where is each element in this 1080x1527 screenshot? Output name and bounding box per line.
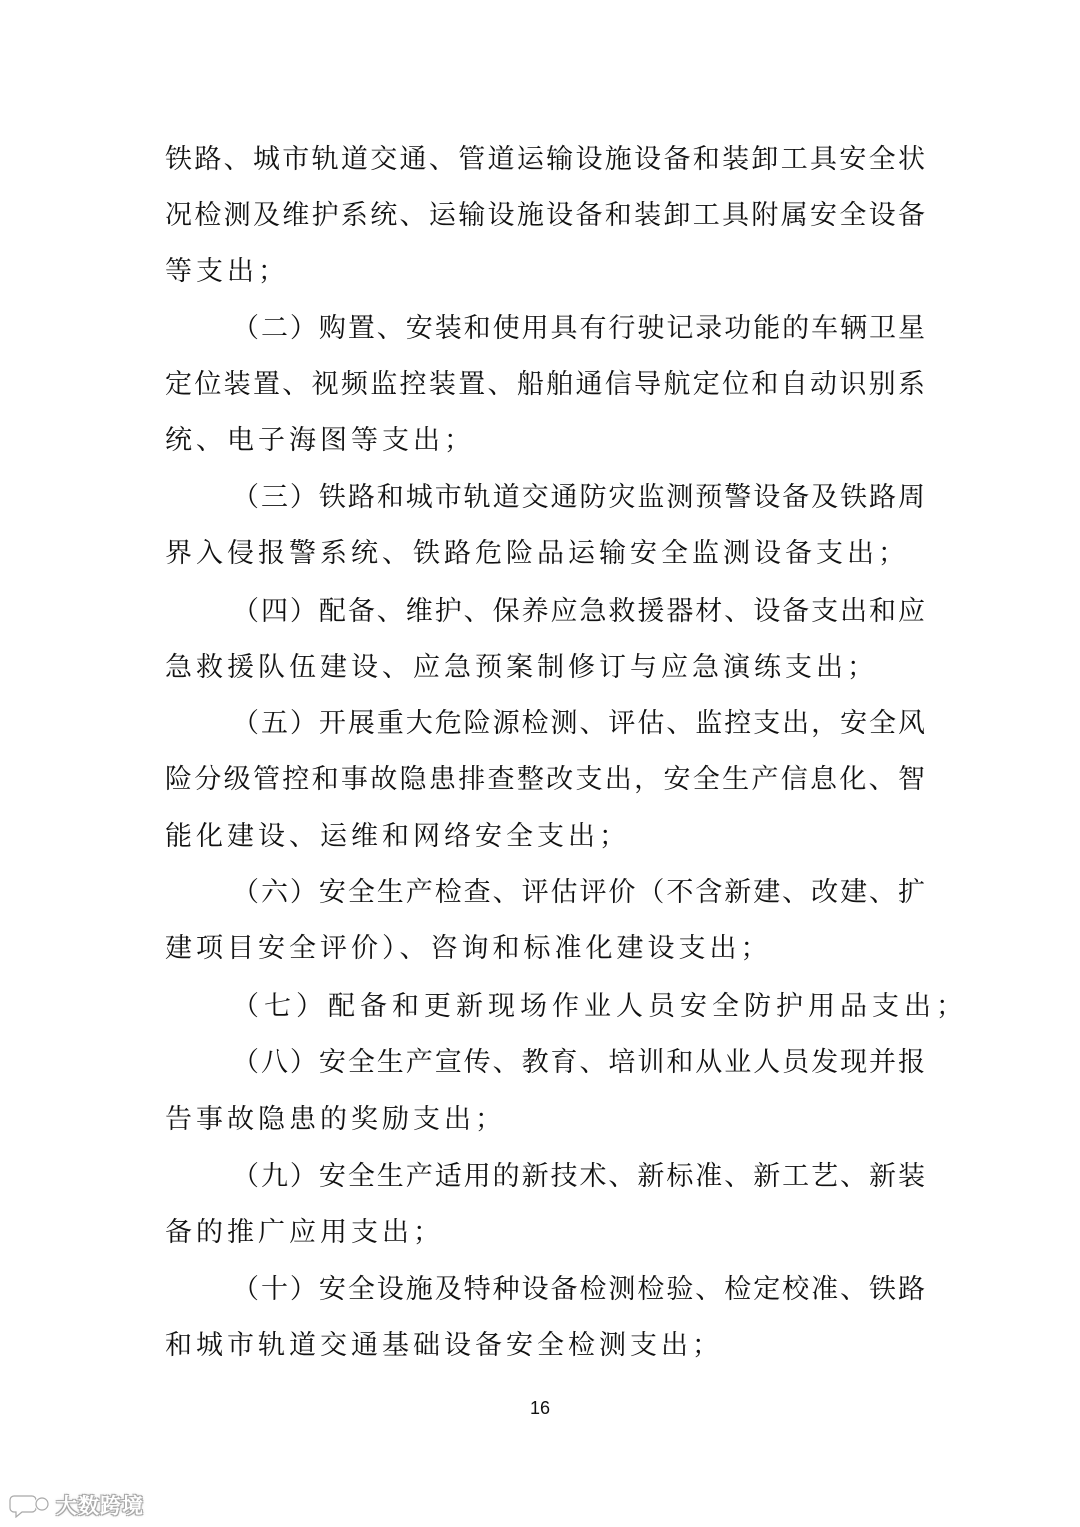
speech-bubble-logo-icon bbox=[8, 1492, 52, 1518]
body-line-2: 况检测及维护系统、运输设施设备和装卸工具附属安全设备 bbox=[165, 200, 925, 231]
item-5-line-1: （五）开展重大危险源检测、评估、监控支出，安全风 bbox=[232, 708, 925, 739]
item-6-line-1: （六）安全生产检查、评估评价（不含新建、改建、扩 bbox=[232, 877, 925, 908]
body-line-1: 铁路、城市轨道交通、管道运输设施设备和装卸工具安全状 bbox=[165, 144, 925, 175]
item-5-line-3: 能化建设、运维和网络安全支出； bbox=[165, 821, 630, 852]
watermark-text: 大数跨境 bbox=[56, 1494, 144, 1518]
page-number: 16 bbox=[529, 1398, 551, 1418]
item-3-line-1: （三）铁路和城市轨道交通防灾监测预警设备及铁路周 bbox=[232, 482, 925, 513]
body-line-3: 等支出； bbox=[165, 256, 289, 287]
item-5-line-2: 险分级管控和事故隐患排查整改支出，安全生产信息化、智 bbox=[165, 764, 925, 795]
item-9-line-1: （九）安全生产适用的新技术、新标准、新工艺、新装 bbox=[232, 1161, 925, 1192]
watermark bbox=[8, 1490, 144, 1520]
item-2-line-1: （二）购置、安装和使用具有行驶记录功能的车辆卫星 bbox=[232, 313, 925, 344]
item-10-line-2: 和城市轨道交通基础设备安全检测支出； bbox=[165, 1330, 723, 1361]
item-4-line-1: （四）配备、维护、保养应急救援器材、设备支出和应 bbox=[232, 596, 925, 627]
item-4-line-2: 急救援队伍建设、应急预案制修订与应急演练支出； bbox=[165, 652, 878, 683]
item-2-line-2: 定位装置、视频监控装置、船舶通信导航定位和自动识别系 bbox=[165, 369, 925, 400]
item-2-line-3: 统、电子海图等支出； bbox=[165, 425, 475, 456]
item-8-line-1: （八）安全生产宣传、教育、培训和从业人员发现并报 bbox=[232, 1047, 925, 1078]
item-3-line-2: 界入侵报警系统、铁路危险品运输安全监测设备支出； bbox=[165, 538, 909, 569]
item-7-line-1: （七）配备和更新现场作业人员安全防护用品支出； bbox=[232, 991, 968, 1022]
item-6-line-2: 建项目安全评价）、咨询和标准化建设支出； bbox=[165, 933, 772, 964]
item-9-line-2: 备的推广应用支出； bbox=[165, 1217, 444, 1248]
item-8-line-2: 告事故隐患的奖励支出； bbox=[165, 1104, 506, 1135]
item-10-line-1: （十）安全设施及特种设备检测检验、检定校准、铁路 bbox=[232, 1274, 925, 1305]
